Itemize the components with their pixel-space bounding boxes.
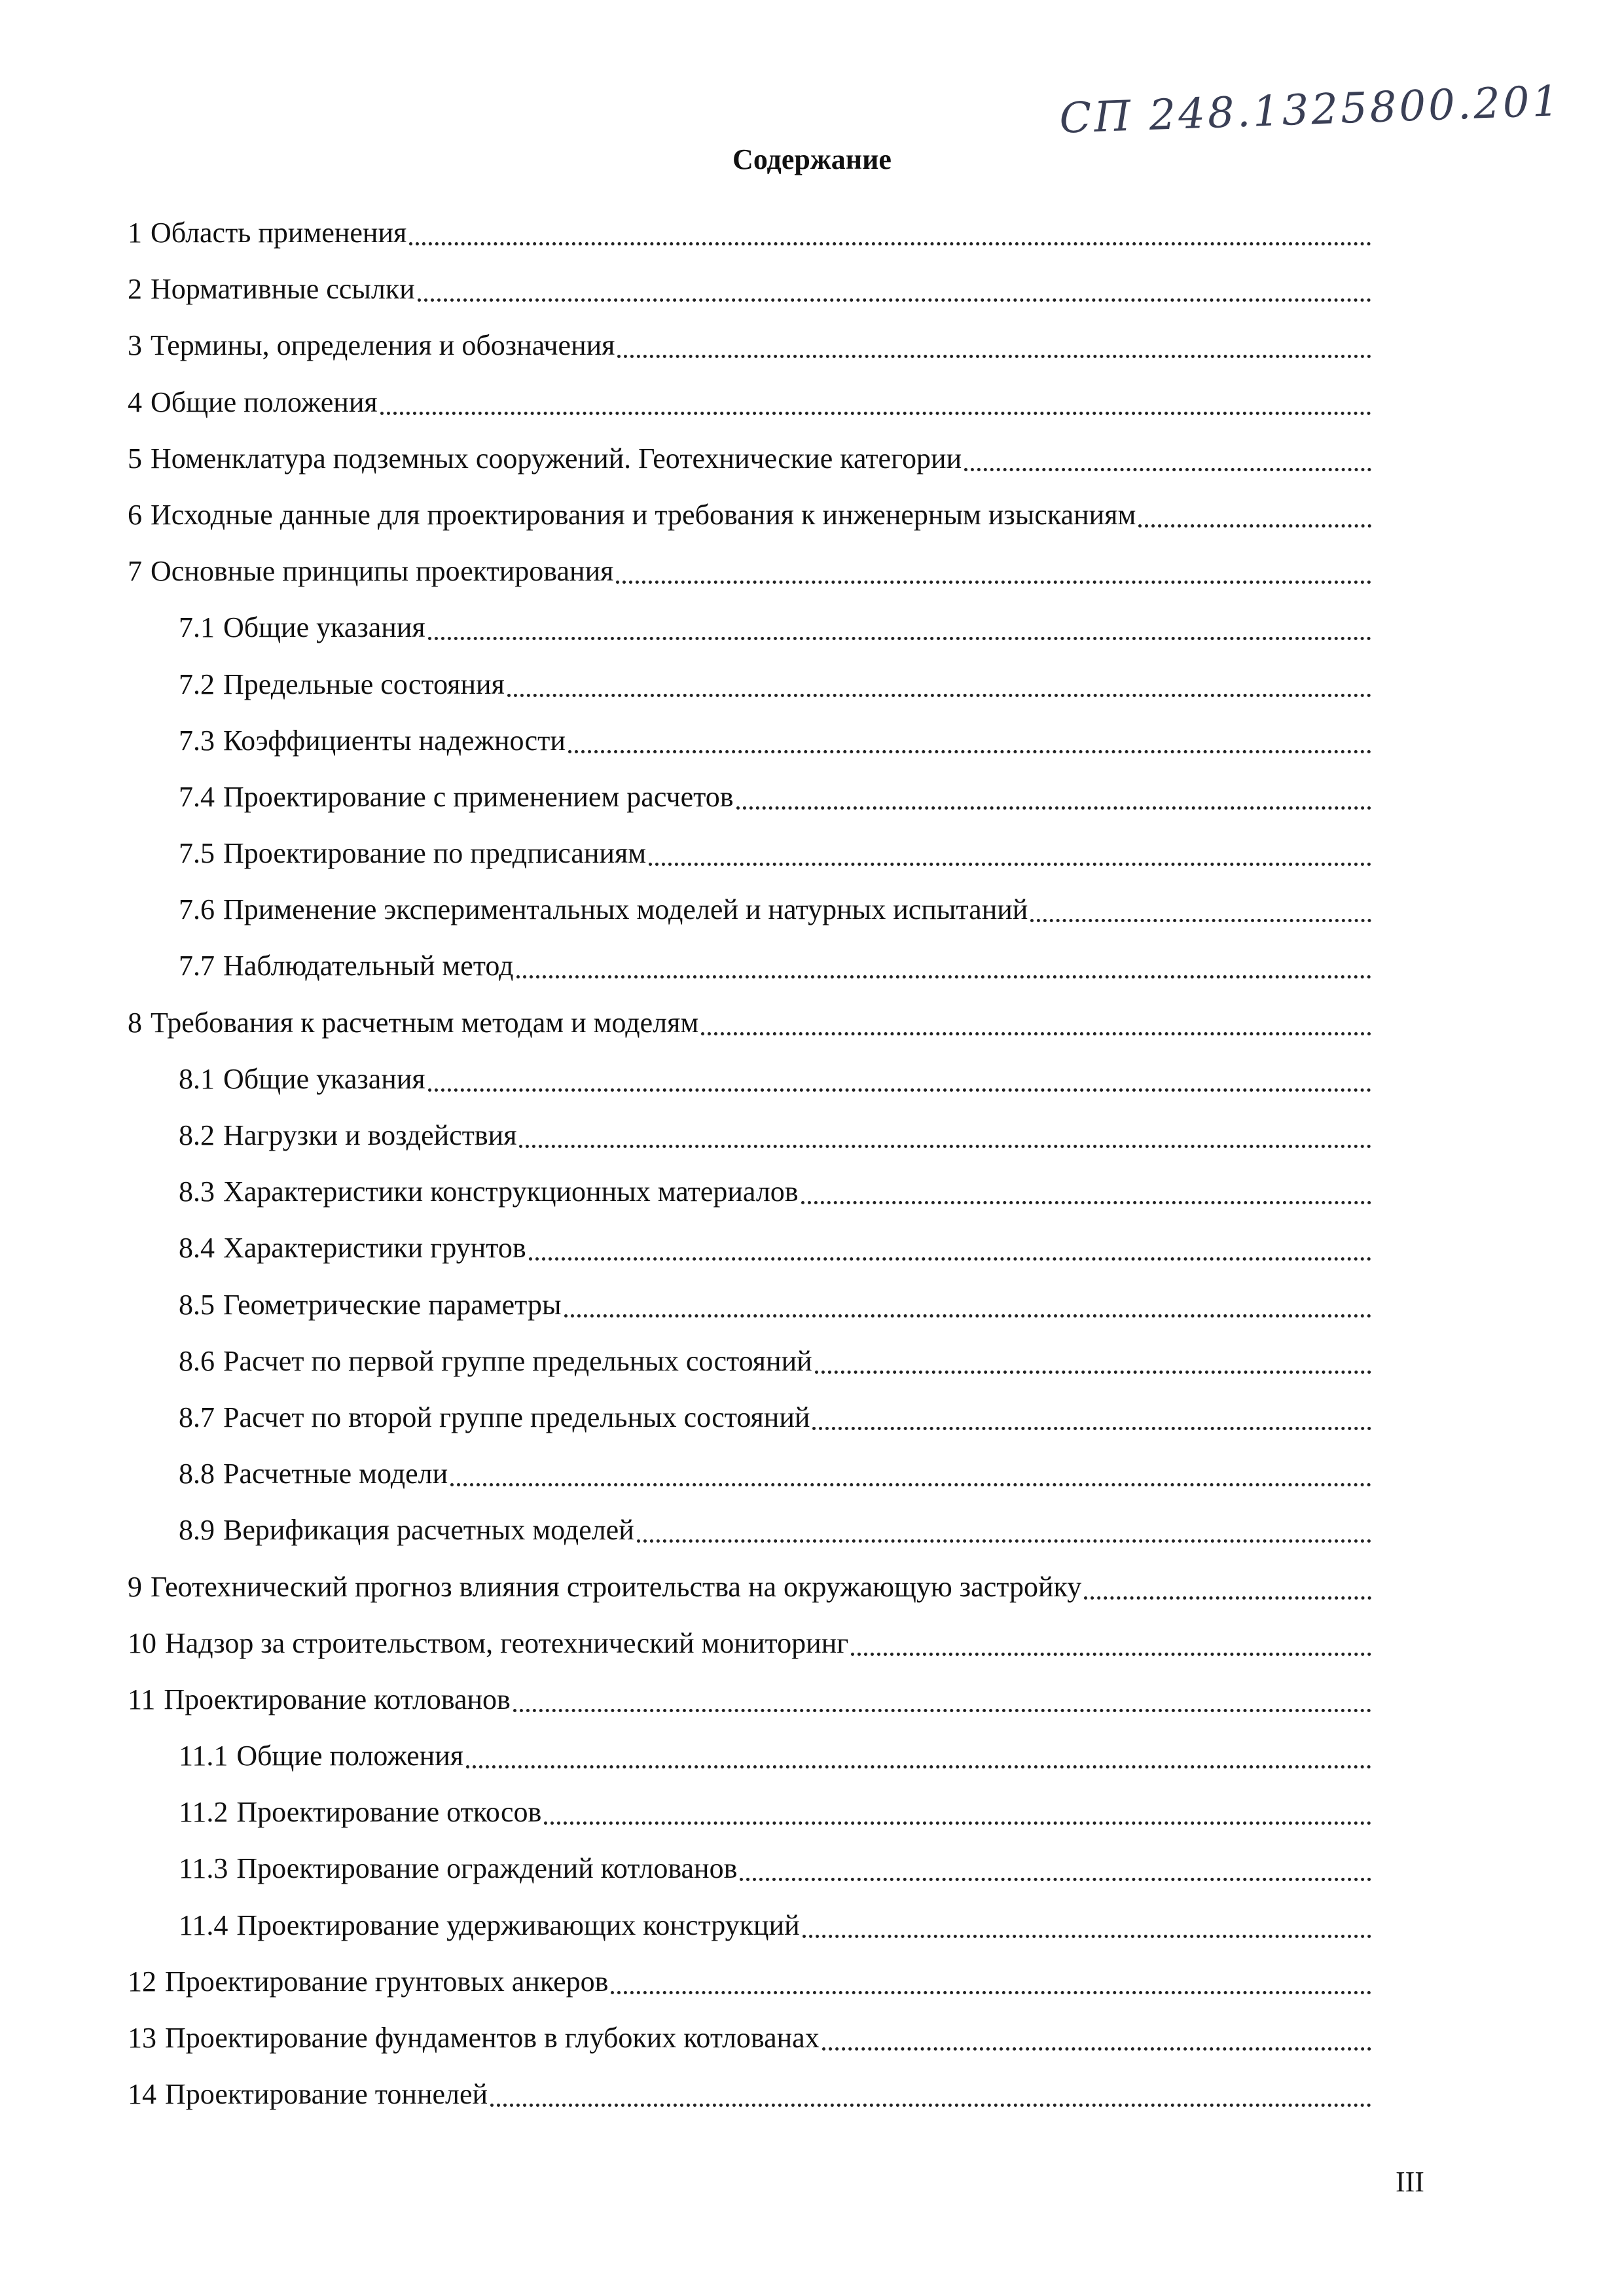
toc-entry-title: Расчет по второй группе предельных состояний	[223, 1401, 810, 1433]
toc-dot-leader	[1084, 1570, 1371, 1600]
toc-entry[interactable]	[128, 329, 1371, 385]
toc-entry[interactable]	[128, 442, 1371, 498]
toc-entry-title: Коэффициенты надежности	[223, 724, 566, 757]
handwritten-document-code: СП 248.1325800.201	[1058, 77, 1562, 143]
toc-entry[interactable]	[128, 1513, 1371, 1570]
toc-entry-title: Геотехнический прогноз влияния строительства на окружающую застройку	[151, 1570, 1082, 1603]
toc-dot-leader	[466, 1739, 1371, 1768]
toc-entry-title: Проектирование откосов	[236, 1796, 542, 1829]
toc-entry-title: Проектирование котлованов	[164, 1683, 511, 1715]
toc-entry-title: Геометрические параметры	[223, 1288, 562, 1321]
toc-entry-title: Проектирование тоннелей	[165, 2078, 488, 2111]
toc-dot-leader	[409, 216, 1371, 245]
toc-dot-leader	[649, 836, 1371, 866]
toc-entry-title: Общие положения	[236, 1740, 464, 1772]
toc-entry-number: 11.3	[179, 1852, 228, 1885]
toc-entry[interactable]	[128, 1062, 1371, 1119]
toc-entry[interactable]	[128, 1683, 1371, 1739]
toc-entry[interactable]	[128, 1231, 1371, 1287]
toc-entry-title: Нагрузки и воздействия	[223, 1119, 517, 1151]
toc-entry-title: Проектирование с применением расчетов	[223, 780, 734, 813]
toc-entry-title: Термины, определения и обозначения	[151, 329, 615, 362]
toc-dot-leader	[450, 1457, 1371, 1486]
toc-entry-number: 11.4	[179, 1909, 228, 1941]
toc-dot-leader	[851, 1626, 1371, 1656]
toc-entry[interactable]	[128, 386, 1371, 442]
page-title: Содержание	[732, 143, 892, 175]
toc-entry-number: 8.4	[179, 1232, 215, 1265]
toc-entry[interactable]	[128, 2077, 1371, 2134]
toc-entry[interactable]	[128, 1570, 1371, 1626]
toc-entry-title: Характеристики грунтов	[223, 1232, 526, 1265]
toc-entry-number: 11	[128, 1683, 156, 1715]
toc-dot-leader	[428, 1062, 1371, 1092]
toc-entry-number: 13	[128, 2022, 156, 2054]
toc-dot-leader	[564, 1288, 1371, 1318]
toc-dot-leader	[507, 668, 1371, 697]
toc-entry-title: Проектирование грунтовых анкеров	[165, 1965, 609, 1998]
toc-entry-number: 8.3	[179, 1175, 215, 1208]
toc-dot-leader	[822, 2021, 1371, 2051]
toc-entry-number: 8.1	[179, 1062, 215, 1095]
toc-dot-leader	[812, 1401, 1371, 1430]
toc-entry-title: Область применения	[151, 217, 407, 249]
toc-dot-leader	[529, 1231, 1371, 1261]
toc-entry[interactable]	[128, 1739, 1371, 1795]
toc-entry-number: 8.8	[179, 1458, 215, 1490]
toc-entry[interactable]	[128, 272, 1371, 329]
toc-dot-leader	[964, 442, 1371, 471]
toc-entry[interactable]	[128, 1344, 1371, 1401]
toc-entry-number: 8.2	[179, 1119, 215, 1151]
toc-entry[interactable]	[128, 611, 1371, 667]
toc-entry-number: 7.6	[179, 893, 215, 926]
toc-entry-title: Нормативные ссылки	[151, 273, 415, 306]
toc-dot-leader	[513, 1683, 1371, 1712]
toc-entry-title: Применение экспериментальных моделей и натурных испытаний	[223, 893, 1028, 926]
toc-entry-title: Общие положения	[151, 386, 378, 418]
toc-entry[interactable]	[128, 668, 1371, 724]
toc-entry-number: 7.7	[179, 950, 215, 982]
toc-entry-title: Верификация расчетных моделей	[223, 1514, 634, 1547]
toc-entry-number: 7.1	[179, 611, 215, 644]
toc-entry-title: Исходные данные для проектирования и требования к инженерным изысканиям	[151, 498, 1136, 531]
toc-dot-leader	[380, 386, 1371, 415]
toc-entry[interactable]	[128, 780, 1371, 836]
toc-entry[interactable]	[128, 1175, 1371, 1231]
toc-entry-title: Наблюдательный метод	[223, 950, 514, 982]
page-number: III	[1396, 2166, 1424, 2198]
toc-entry-title: Расчет по первой группе предельных состояний	[223, 1344, 812, 1377]
toc-entry-number: 7.5	[179, 837, 215, 870]
toc-entry[interactable]	[128, 836, 1371, 893]
toc-entry[interactable]	[128, 1457, 1371, 1513]
toc-entry[interactable]	[128, 1006, 1371, 1062]
toc-entry-number: 8.7	[179, 1401, 215, 1433]
toc-entry-title: Предельные состояния	[223, 668, 505, 700]
toc-dot-leader	[1138, 498, 1371, 528]
toc-entry[interactable]	[128, 1288, 1371, 1344]
toc-entry-number: 7.2	[179, 668, 215, 700]
toc-entry-number: 9	[128, 1570, 142, 1603]
toc-entry-number: 5	[128, 442, 142, 475]
toc-entry-title: Требования к расчетным методам и моделям	[151, 1006, 699, 1039]
toc-entry-title: Проектирование по предписаниям	[223, 837, 647, 870]
toc-dot-leader	[701, 1006, 1371, 1035]
toc-entry-number: 1	[128, 217, 142, 249]
toc-entry-number: 3	[128, 329, 142, 362]
toc-entry-number: 12	[128, 1965, 156, 1998]
toc-entry[interactable]	[128, 1909, 1371, 1965]
toc-entry[interactable]	[128, 498, 1371, 554]
toc-dot-leader	[428, 611, 1371, 640]
toc-entry-number: 11.2	[179, 1796, 228, 1829]
toc-entry-number: 10	[128, 1626, 156, 1659]
toc-entry-number: 14	[128, 2078, 156, 2111]
toc-entry-number: 6	[128, 498, 142, 531]
toc-entry-title: Проектирование фундаментов в глубоких котлованах	[165, 2022, 820, 2054]
toc-entry-title: Общие указания	[223, 611, 425, 644]
toc-entry[interactable]	[128, 1119, 1371, 1175]
toc-entry-title: Проектирование удерживающих конструкций	[236, 1909, 800, 1941]
toc-entry-title: Расчетные модели	[223, 1458, 448, 1490]
toc-entry-title: Характеристики конструкционных материалов	[223, 1175, 799, 1208]
toc-dot-leader	[544, 1795, 1371, 1825]
toc-dot-leader	[616, 554, 1371, 584]
toc-entry-number: 4	[128, 386, 142, 418]
toc-entry-number: 7.4	[179, 780, 215, 813]
toc-dot-leader	[740, 1852, 1371, 1881]
toc-entry[interactable]	[128, 1965, 1371, 2021]
toc-entry-number: 8	[128, 1006, 142, 1039]
toc-entry-title: Номенклатура подземных сооружений. Геотехнические категории	[151, 442, 962, 475]
toc-dot-leader	[637, 1513, 1371, 1543]
toc-entry[interactable]	[128, 216, 1371, 272]
toc-entry-number: 8.5	[179, 1288, 215, 1321]
toc-entry[interactable]	[128, 949, 1371, 1005]
toc-dot-leader	[815, 1344, 1371, 1374]
toc-dot-leader	[801, 1175, 1371, 1204]
toc-dot-leader	[519, 1119, 1371, 1148]
toc-entry-number: 2	[128, 273, 142, 306]
toc-entry[interactable]	[128, 554, 1371, 611]
toc-dot-leader	[516, 949, 1371, 978]
toc-entry[interactable]	[128, 1852, 1371, 1908]
toc-dot-leader	[568, 724, 1371, 753]
toc-entry-number: 7.3	[179, 724, 215, 757]
toc-entry-title: Общие указания	[223, 1062, 425, 1095]
toc-entry[interactable]	[128, 1795, 1371, 1852]
toc-entry[interactable]	[128, 893, 1371, 949]
toc-entry-title: Основные принципы проектирования	[151, 555, 614, 588]
toc-entry-number: 11.1	[179, 1740, 228, 1772]
toc-dot-leader	[611, 1965, 1371, 1994]
toc-entry[interactable]	[128, 724, 1371, 780]
toc-dot-leader	[803, 1909, 1371, 1938]
toc-entry-number: 7	[128, 555, 142, 588]
toc-entry-title: Надзор за строительством, геотехнический мониторинг	[165, 1626, 849, 1659]
toc-dot-leader	[1030, 893, 1371, 922]
toc-dot-leader	[736, 780, 1371, 810]
toc-dot-leader	[617, 329, 1371, 358]
table-of-contents	[128, 216, 1371, 2134]
toc-dot-leader	[490, 2077, 1371, 2107]
toc-entry-number: 8.6	[179, 1344, 215, 1377]
toc-entry[interactable]	[128, 1626, 1371, 1683]
toc-entry-title: Проектирование ограждений котлованов	[236, 1852, 738, 1885]
toc-dot-leader	[418, 272, 1371, 302]
toc-entry[interactable]	[128, 1401, 1371, 1457]
toc-entry-number: 8.9	[179, 1514, 215, 1547]
toc-entry[interactable]	[128, 2021, 1371, 2077]
